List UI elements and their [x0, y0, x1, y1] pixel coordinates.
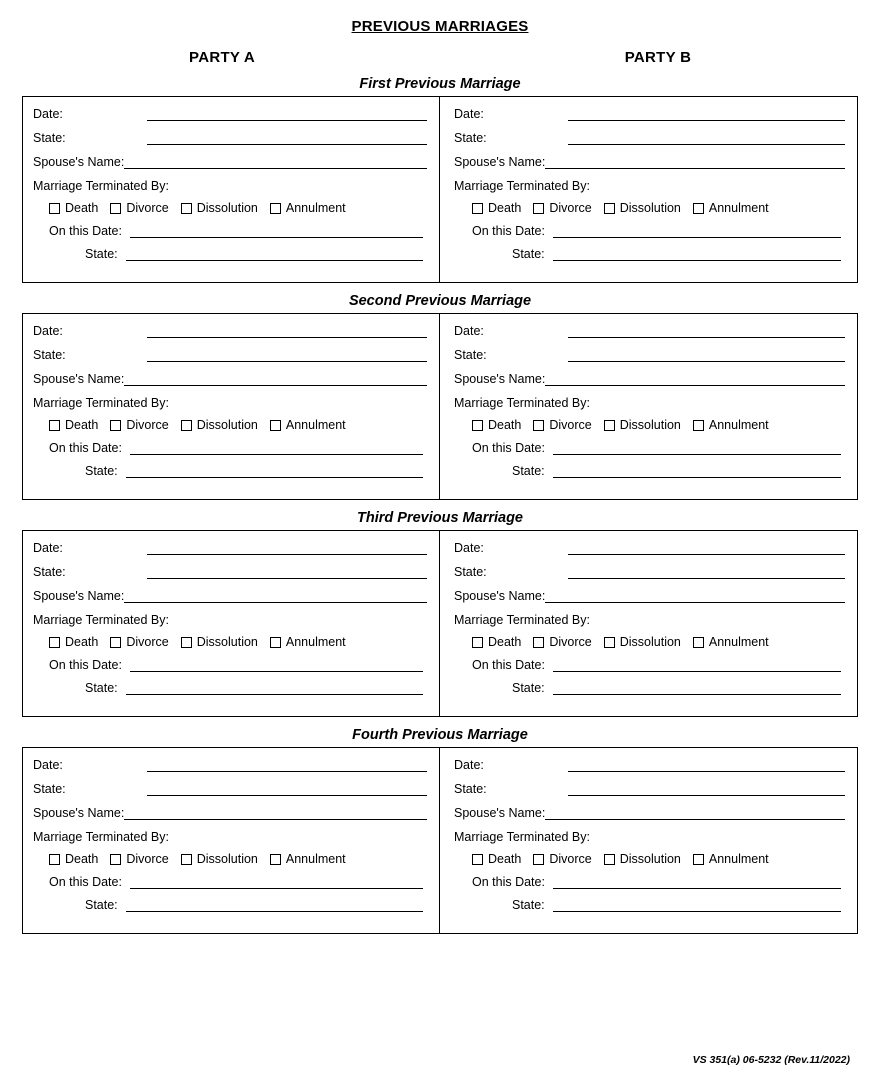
terminated-by-label: Marriage Terminated By:	[454, 179, 590, 193]
state-row	[33, 565, 427, 579]
checkbox-icon	[693, 420, 704, 431]
spouse-row	[33, 372, 427, 386]
spouse-input[interactable]	[124, 156, 427, 169]
date-row	[33, 541, 427, 555]
checkbox-annulment[interactable]	[270, 201, 346, 215]
checkbox-label: Annulment	[708, 852, 769, 866]
date-input[interactable]	[147, 325, 427, 338]
checkbox-icon	[693, 637, 704, 648]
on-this-date-input[interactable]	[130, 442, 423, 455]
spouse-row	[454, 155, 845, 169]
termination-date-row	[454, 875, 845, 889]
party-header	[22, 49, 858, 66]
spouse-row	[33, 806, 427, 820]
state-input[interactable]	[568, 132, 845, 145]
checkbox-dissolution[interactable]	[181, 635, 258, 649]
date-row	[454, 107, 845, 121]
terminated-by-label: Marriage Terminated By:	[454, 396, 590, 410]
state-label: State:	[454, 348, 487, 362]
termination-date-row	[454, 441, 845, 455]
on-this-date-label: On this Date:	[49, 224, 122, 238]
checkbox-icon	[472, 420, 483, 431]
checkbox-dissolution[interactable]	[604, 852, 681, 866]
date-row	[454, 324, 845, 338]
checkbox-label: Dissolution	[196, 852, 258, 866]
checkbox-label: Death	[65, 201, 99, 215]
checkbox-death[interactable]	[472, 201, 521, 215]
state-label: State:	[454, 782, 487, 796]
checkbox-label: Divorce	[126, 201, 169, 215]
checkbox-label: Death	[488, 201, 522, 215]
date-label: Date:	[454, 541, 484, 555]
date-input[interactable]	[568, 108, 845, 121]
spouse-input[interactable]	[545, 807, 845, 820]
state-input[interactable]	[147, 349, 427, 362]
termination-state-row	[454, 247, 845, 261]
date-label: Date:	[33, 324, 63, 338]
on-this-date-label: On this Date:	[472, 441, 545, 455]
checkbox-annulment[interactable]	[693, 418, 769, 432]
termination-state-label: State:	[85, 681, 118, 695]
checkbox-icon	[110, 637, 121, 648]
checkbox-divorce[interactable]	[110, 418, 168, 432]
checkbox-icon	[49, 854, 60, 865]
checkbox-divorce[interactable]	[110, 852, 168, 866]
checkbox-dissolution[interactable]	[181, 852, 258, 866]
checkbox-label: Death	[65, 852, 99, 866]
spouse-label: Spouse's Name:	[454, 806, 546, 820]
on-this-date-input[interactable]	[130, 659, 423, 672]
termination-date-row	[33, 875, 427, 889]
termination-date-row	[454, 224, 845, 238]
checkbox-dissolution[interactable]	[181, 201, 258, 215]
spouse-label: Spouse's Name:	[33, 806, 125, 820]
checkbox-icon	[49, 420, 60, 431]
checkbox-label: Dissolution	[619, 852, 681, 866]
checkbox-icon	[270, 637, 281, 648]
marriage-block	[22, 313, 858, 500]
party-b-fields	[440, 748, 857, 933]
party-a-heading: PARTY A	[189, 49, 255, 66]
termination-state-input[interactable]	[126, 248, 423, 261]
marriage-block	[22, 530, 858, 717]
date-label: Date:	[454, 324, 484, 338]
state-input[interactable]	[568, 349, 845, 362]
termination-state-row	[33, 898, 427, 912]
state-row	[454, 131, 845, 145]
termination-state-label: State:	[512, 681, 545, 695]
termination-checkboxes	[454, 201, 845, 215]
checkbox-icon	[181, 854, 192, 865]
termination-state-row	[454, 464, 845, 478]
checkbox-label: Dissolution	[196, 418, 258, 432]
checkbox-dissolution[interactable]	[604, 201, 681, 215]
checkbox-label: Annulment	[708, 201, 769, 215]
checkbox-annulment[interactable]	[693, 201, 769, 215]
section-second-previous-marriage	[22, 293, 858, 500]
checkbox-divorce[interactable]	[533, 418, 591, 432]
on-this-date-label: On this Date:	[472, 658, 545, 672]
section-title: First Previous Marriage	[359, 76, 521, 92]
spouse-input[interactable]	[124, 373, 427, 386]
terminated-by-label: Marriage Terminated By:	[33, 396, 169, 410]
termination-date-row	[33, 224, 427, 238]
party-a-fields	[23, 748, 440, 933]
checkbox-icon	[181, 420, 192, 431]
section-title: Fourth Previous Marriage	[352, 727, 528, 743]
page-title: PREVIOUS MARRIAGES	[351, 18, 529, 35]
termination-state-input[interactable]	[126, 899, 423, 912]
checkbox-death[interactable]	[49, 635, 98, 649]
checkbox-icon	[604, 203, 615, 214]
checkbox-death[interactable]	[49, 852, 98, 866]
checkbox-label: Death	[65, 418, 99, 432]
checkbox-label: Annulment	[285, 201, 346, 215]
checkbox-label: Divorce	[549, 201, 592, 215]
checkbox-icon	[533, 420, 544, 431]
section-third-previous-marriage	[22, 510, 858, 717]
spouse-input[interactable]	[124, 807, 427, 820]
checkbox-icon	[49, 637, 60, 648]
checkbox-divorce[interactable]	[533, 201, 591, 215]
form-number-footer: VS 351(a) 06-5232 (Rev.11/2022)	[692, 1054, 850, 1066]
checkbox-divorce[interactable]	[533, 852, 591, 866]
checkbox-label: Divorce	[549, 852, 592, 866]
checkbox-label: Annulment	[285, 418, 346, 432]
checkbox-label: Dissolution	[196, 201, 258, 215]
checkbox-label: Death	[488, 635, 522, 649]
section-title: Second Previous Marriage	[348, 293, 532, 309]
on-this-date-input[interactable]	[553, 659, 841, 672]
checkbox-annulment[interactable]	[693, 635, 769, 649]
checkbox-divorce[interactable]	[110, 635, 168, 649]
checkbox-annulment[interactable]	[693, 852, 769, 866]
checkbox-icon	[270, 854, 281, 865]
state-input[interactable]	[147, 566, 427, 579]
termination-state-label: State:	[85, 464, 118, 478]
spouse-row	[33, 155, 427, 169]
termination-state-row	[33, 247, 427, 261]
terminated-by-label: Marriage Terminated By:	[454, 613, 590, 627]
checkbox-annulment[interactable]	[270, 635, 346, 649]
checkbox-label: Annulment	[708, 418, 769, 432]
date-label: Date:	[33, 107, 63, 121]
checkbox-icon	[604, 637, 615, 648]
date-input[interactable]	[147, 108, 427, 121]
checkbox-icon	[533, 854, 544, 865]
termination-state-input[interactable]	[553, 682, 841, 695]
checkbox-icon	[110, 420, 121, 431]
state-label: State:	[33, 131, 66, 145]
termination-state-row	[33, 681, 427, 695]
terminated-by-label: Marriage Terminated By:	[33, 179, 169, 193]
checkbox-death[interactable]	[49, 201, 98, 215]
on-this-date-input[interactable]	[130, 225, 423, 238]
termination-date-row	[454, 658, 845, 672]
checkbox-icon	[181, 203, 192, 214]
state-input[interactable]	[568, 783, 845, 796]
termination-date-row	[33, 658, 427, 672]
checkbox-label: Death	[65, 635, 99, 649]
checkbox-label: Annulment	[285, 635, 346, 649]
section-title: Third Previous Marriage	[357, 510, 523, 526]
on-this-date-label: On this Date:	[49, 875, 122, 889]
date-label: Date:	[33, 758, 63, 772]
terminated-by-label: Marriage Terminated By:	[33, 830, 169, 844]
termination-state-input[interactable]	[553, 248, 841, 261]
on-this-date-input[interactable]	[130, 876, 423, 889]
checkbox-dissolution[interactable]	[604, 418, 681, 432]
termination-state-row	[33, 464, 427, 478]
termination-checkboxes	[33, 418, 427, 432]
party-b-heading: PARTY B	[624, 49, 692, 66]
checkbox-death[interactable]	[472, 418, 521, 432]
on-this-date-label: On this Date:	[49, 441, 122, 455]
spouse-label: Spouse's Name:	[33, 155, 125, 169]
on-this-date-label: On this Date:	[472, 875, 545, 889]
checkbox-label: Divorce	[549, 635, 592, 649]
checkbox-icon	[110, 854, 121, 865]
party-b-fields	[440, 531, 857, 716]
state-label: State:	[33, 782, 66, 796]
state-row	[33, 131, 427, 145]
state-row	[33, 348, 427, 362]
spouse-row	[454, 372, 845, 386]
checkbox-death[interactable]	[472, 852, 521, 866]
checkbox-label: Dissolution	[619, 201, 681, 215]
spouse-label: Spouse's Name:	[454, 155, 546, 169]
date-input[interactable]	[568, 325, 845, 338]
termination-state-input[interactable]	[553, 899, 841, 912]
state-input[interactable]	[147, 132, 427, 145]
checkbox-death[interactable]	[49, 418, 98, 432]
date-row	[33, 107, 427, 121]
marriage-block	[22, 96, 858, 283]
checkbox-label: Divorce	[126, 852, 169, 866]
termination-checkboxes	[33, 635, 427, 649]
checkbox-icon	[604, 854, 615, 865]
checkbox-label: Death	[488, 418, 522, 432]
state-label: State:	[454, 131, 487, 145]
date-input[interactable]	[147, 759, 427, 772]
termination-date-row	[33, 441, 427, 455]
checkbox-label: Dissolution	[619, 635, 681, 649]
terminated-by-label: Marriage Terminated By:	[33, 613, 169, 627]
date-row	[33, 758, 427, 772]
section-first-previous-marriage	[22, 76, 858, 283]
state-row	[454, 565, 845, 579]
termination-state-label: State:	[512, 464, 545, 478]
spouse-input[interactable]	[545, 156, 845, 169]
date-row	[454, 758, 845, 772]
termination-checkboxes	[33, 852, 427, 866]
checkbox-death[interactable]	[472, 635, 521, 649]
state-label: State:	[33, 565, 66, 579]
termination-checkboxes	[454, 635, 845, 649]
checkbox-icon	[49, 203, 60, 214]
checkbox-divorce[interactable]	[110, 201, 168, 215]
checkbox-icon	[472, 854, 483, 865]
on-this-date-input[interactable]	[553, 876, 841, 889]
checkbox-label: Divorce	[126, 635, 169, 649]
checkbox-icon	[693, 854, 704, 865]
checkbox-dissolution[interactable]	[181, 418, 258, 432]
termination-state-label: State:	[512, 898, 545, 912]
party-a-fields	[23, 97, 440, 282]
termination-state-label: State:	[512, 247, 545, 261]
checkbox-icon	[270, 420, 281, 431]
checkbox-icon	[472, 637, 483, 648]
checkbox-icon	[181, 637, 192, 648]
spouse-label: Spouse's Name:	[33, 589, 125, 603]
termination-state-input[interactable]	[126, 465, 423, 478]
termination-state-label: State:	[85, 247, 118, 261]
state-label: State:	[454, 565, 487, 579]
on-this-date-input[interactable]	[553, 225, 841, 238]
date-input[interactable]	[147, 542, 427, 555]
party-b-fields	[440, 314, 857, 499]
checkbox-icon	[270, 203, 281, 214]
checkbox-icon	[604, 420, 615, 431]
checkbox-label: Death	[488, 852, 522, 866]
checkbox-icon	[472, 203, 483, 214]
date-label: Date:	[454, 758, 484, 772]
checkbox-annulment[interactable]	[270, 852, 346, 866]
spouse-row	[454, 806, 845, 820]
checkbox-label: Annulment	[285, 852, 346, 866]
spouse-label: Spouse's Name:	[33, 372, 125, 386]
state-input[interactable]	[147, 783, 427, 796]
date-input[interactable]	[568, 759, 845, 772]
date-row	[33, 324, 427, 338]
on-this-date-label: On this Date:	[49, 658, 122, 672]
marriage-block	[22, 747, 858, 934]
checkbox-icon	[533, 637, 544, 648]
party-b-fields	[440, 97, 857, 282]
terminated-by-label: Marriage Terminated By:	[454, 830, 590, 844]
checkbox-divorce[interactable]	[533, 635, 591, 649]
spouse-label: Spouse's Name:	[454, 372, 546, 386]
termination-state-input[interactable]	[126, 682, 423, 695]
spouse-row	[33, 589, 427, 603]
party-a-fields	[23, 314, 440, 499]
checkbox-label: Annulment	[708, 635, 769, 649]
state-label: State:	[33, 348, 66, 362]
date-label: Date:	[33, 541, 63, 555]
spouse-input[interactable]	[124, 590, 427, 603]
checkbox-icon	[110, 203, 121, 214]
date-label: Date:	[454, 107, 484, 121]
termination-state-row	[454, 898, 845, 912]
spouse-input[interactable]	[545, 590, 845, 603]
checkbox-label: Divorce	[126, 418, 169, 432]
termination-state-label: State:	[85, 898, 118, 912]
date-row	[454, 541, 845, 555]
state-input[interactable]	[568, 566, 845, 579]
checkbox-icon	[693, 203, 704, 214]
party-a-fields	[23, 531, 440, 716]
on-this-date-input[interactable]	[553, 442, 841, 455]
spouse-row	[454, 589, 845, 603]
state-row	[33, 782, 427, 796]
termination-state-input[interactable]	[553, 465, 841, 478]
spouse-input[interactable]	[545, 373, 845, 386]
on-this-date-label: On this Date:	[472, 224, 545, 238]
checkbox-annulment[interactable]	[270, 418, 346, 432]
checkbox-label: Dissolution	[619, 418, 681, 432]
termination-checkboxes	[454, 418, 845, 432]
date-input[interactable]	[568, 542, 845, 555]
checkbox-dissolution[interactable]	[604, 635, 681, 649]
state-row	[454, 348, 845, 362]
section-fourth-previous-marriage	[22, 727, 858, 934]
termination-checkboxes	[33, 201, 427, 215]
termination-checkboxes	[454, 852, 845, 866]
checkbox-label: Dissolution	[196, 635, 258, 649]
termination-state-row	[454, 681, 845, 695]
checkbox-label: Divorce	[549, 418, 592, 432]
state-row	[454, 782, 845, 796]
spouse-label: Spouse's Name:	[454, 589, 546, 603]
checkbox-icon	[533, 203, 544, 214]
